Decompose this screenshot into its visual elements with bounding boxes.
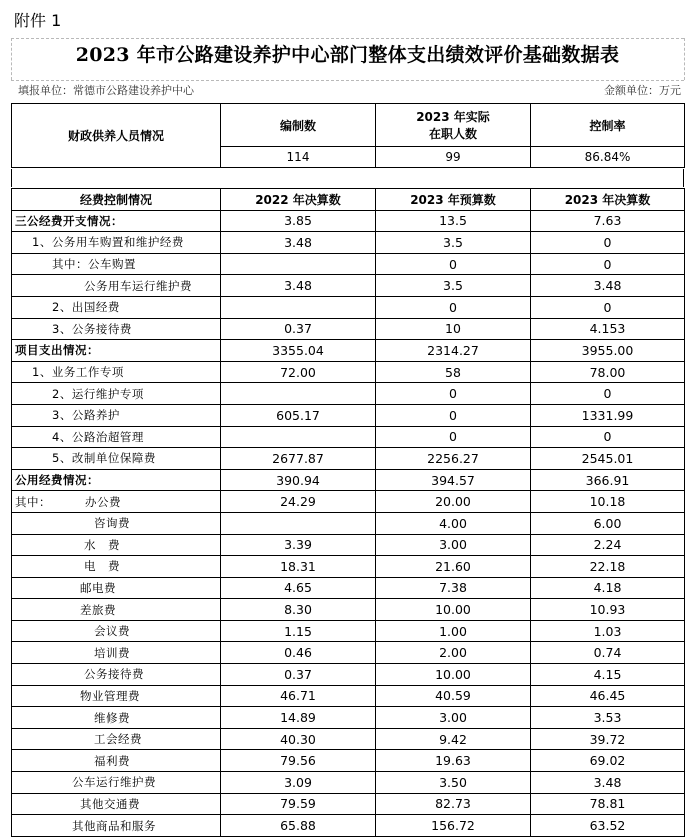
expense-row [12,232,685,254]
expense-row [12,793,685,815]
expense-cell-v2022: 390.94 [221,469,376,491]
expense-cell-final: 2545.01 [531,448,685,470]
expense-cell-v2022: 79.56 [221,750,376,772]
expense-row-label: 会议费 [12,620,221,642]
expense-cell-v2022: 3.48 [221,232,376,254]
expense-header-3: 2023 年决算数 [531,189,685,211]
expense-row [12,469,685,491]
expense-row [12,664,685,686]
expense-cell-budget: 394.57 [376,469,531,491]
expense-row [12,534,685,556]
expense-row-label: 公务用车运行维护费 [12,275,221,297]
expense-cell-budget: 1.00 [376,620,531,642]
expense-cell-final: 78.81 [531,793,685,815]
expense-row-label: 公务接待费 [12,664,221,686]
expense-cell-final: 3.48 [531,772,685,794]
expense-cell-v2022: 18.31 [221,556,376,578]
staff-col-actual [376,104,531,147]
expense-row-label: 2、运行维护专项 [12,383,221,405]
expense-cell-final: 63.52 [531,815,685,837]
expense-cell-final: 0 [531,383,685,405]
expense-cell-v2022 [221,253,376,275]
title-top-rule [11,38,684,39]
expense-cell-v2022: 14.89 [221,707,376,729]
staff-rate-value: 86.84% [531,147,685,168]
staff-col-actual-line1: 2023 年实际 [416,110,490,124]
expense-cell-budget: 20.00 [376,491,531,513]
expense-row-label: 邮电费 [12,577,221,599]
expense-cell-v2022: 0.37 [221,318,376,340]
expense-cell-final: 46.45 [531,685,685,707]
expense-cell-budget: 3.00 [376,534,531,556]
expense-cell-final: 3.48 [531,275,685,297]
expense-cell-final: 6.00 [531,512,685,534]
expense-cell-v2022: 2677.87 [221,448,376,470]
expense-cell-budget: 0 [376,383,531,405]
expense-cell-v2022: 65.88 [221,815,376,837]
expense-row [12,210,685,232]
annex-label: 附件 1 [14,11,62,30]
expense-cell-budget: 3.00 [376,707,531,729]
expense-cell-final: 10.93 [531,599,685,621]
expense-row-label: 项目支出情况： [12,340,221,362]
expense-cell-final: 0 [531,253,685,275]
expense-cell-budget: 9.42 [376,728,531,750]
title-right-rule [684,38,685,80]
staff-actual-value: 99 [376,147,531,168]
expense-cell-final: 10.18 [531,491,685,513]
expense-row-label: 培训费 [12,642,221,664]
expense-row [12,383,685,405]
expense-row-label: 公用经费情况： [12,469,221,491]
expense-cell-v2022: 72.00 [221,361,376,383]
expense-cell-v2022: 0.46 [221,642,376,664]
expense-cell-budget: 3.5 [376,232,531,254]
expense-cell-final: 78.00 [531,361,685,383]
expense-cell-v2022: 3355.04 [221,340,376,362]
expense-cell-v2022: 3.85 [221,210,376,232]
expense-row [12,556,685,578]
expense-cell-final: 0 [531,426,685,448]
page-title: 2023 年市公路建设养护中心部门整体支出绩效评价基础数据表 [75,44,620,66]
expense-row-label: 电 费 [12,556,221,578]
expense-cell-final: 3955.00 [531,340,685,362]
staff-label: 财政供养人员情况 [12,104,221,168]
expense-row [12,685,685,707]
expense-row [12,728,685,750]
expense-row-label: 咨询费 [12,512,221,534]
expense-row-label: 福利费 [12,750,221,772]
expense-row-label: 公车运行维护费 [12,772,221,794]
expense-cell-v2022: 79.59 [221,793,376,815]
expense-cell-budget: 0 [376,426,531,448]
expense-cell-budget: 21.60 [376,556,531,578]
staff-col-rate: 控制率 [531,104,685,147]
expense-row [12,750,685,772]
expense-cell-budget: 10.00 [376,664,531,686]
expense-cell-final: 39.72 [531,728,685,750]
expense-cell-v2022: 24.29 [221,491,376,513]
expense-cell-v2022: 46.71 [221,685,376,707]
expense-row-label: 其中：公车购置 [12,253,221,275]
expense-cell-budget: 7.38 [376,577,531,599]
expense-cell-v2022 [221,512,376,534]
staff-col-budgeted: 编制数 [221,104,376,147]
expense-cell-budget: 10.00 [376,599,531,621]
expense-row [12,512,685,534]
expense-cell-budget: 19.63 [376,750,531,772]
expense-cell-budget: 10 [376,318,531,340]
expense-cell-final: 3.53 [531,707,685,729]
expense-row [12,318,685,340]
expense-cell-v2022: 1.15 [221,620,376,642]
expense-cell-final: 0 [531,296,685,318]
expense-cell-final: 4.153 [531,318,685,340]
expense-cell-budget: 3.50 [376,772,531,794]
expense-cell-final: 366.91 [531,469,685,491]
expense-row-label [12,491,221,513]
expense-row [12,448,685,470]
expense-cell-v2022: 605.17 [221,404,376,426]
expense-cell-v2022: 3.48 [221,275,376,297]
expense-row [12,577,685,599]
expense-cell-budget: 58 [376,361,531,383]
expense-cell-v2022: 8.30 [221,599,376,621]
expense-cell-final: 4.18 [531,577,685,599]
expense-cell-final: 2.24 [531,534,685,556]
expense-cell-budget: 40.59 [376,685,531,707]
expense-cell-v2022: 4.65 [221,577,376,599]
expense-row-label: 5、改制单位保障费 [12,448,221,470]
expense-header-1: 2022 年决算数 [221,189,376,211]
expense-row [12,491,685,513]
expense-cell-v2022: 3.39 [221,534,376,556]
expense-header-0: 经费控制情况 [12,189,221,211]
expense-cell-budget: 2256.27 [376,448,531,470]
expense-cell-budget: 0 [376,296,531,318]
expense-cell-budget: 0 [376,404,531,426]
expense-row [12,772,685,794]
amount-unit: 金额单位：万元 [604,84,681,97]
expense-row-prefix: 其中： [15,494,51,509]
expense-row [12,275,685,297]
expense-cell-final: 0.74 [531,642,685,664]
expense-row-label: 3、公务接待费 [12,318,221,340]
expense-row [12,599,685,621]
expense-cell-v2022 [221,383,376,405]
expense-cell-budget: 0 [376,253,531,275]
expense-row [12,426,685,448]
expense-cell-final: 1.03 [531,620,685,642]
expense-row-label: 物业管理费 [12,685,221,707]
expense-cell-final: 69.02 [531,750,685,772]
expense-cell-budget: 2314.27 [376,340,531,362]
expense-row [12,815,685,837]
expense-cell-final: 22.18 [531,556,685,578]
staff-budgeted-value: 114 [221,147,376,168]
expense-row-label: 维修费 [12,707,221,729]
expense-row-label: 水 费 [12,534,221,556]
staff-table [11,103,685,168]
expense-row-label: 其他商品和服务 [12,815,221,837]
title-bottom-rule [11,80,684,81]
expense-header-2: 2023 年预算数 [376,189,531,211]
expense-row [12,340,685,362]
expense-cell-budget: 156.72 [376,815,531,837]
expense-cell-v2022: 40.30 [221,728,376,750]
expense-row-label: 3、公路养护 [12,404,221,426]
expense-row-label: 其他交通费 [12,793,221,815]
expense-row-label: 三公经费开支情况： [12,210,221,232]
expense-cell-budget: 82.73 [376,793,531,815]
expense-row [12,404,685,426]
expense-row [12,620,685,642]
expense-cell-final: 1331.99 [531,404,685,426]
expense-row-label: 1、公务用车购置和维护经费 [12,232,221,254]
expense-cell-v2022 [221,426,376,448]
expense-cell-budget: 3.5 [376,275,531,297]
filler-unit: 填报单位：常德市公路建设养护中心 [18,84,194,97]
expense-row [12,361,685,383]
expense-cell-final: 7.63 [531,210,685,232]
table-gap [11,169,684,187]
expense-cell-v2022: 0.37 [221,664,376,686]
expense-table [11,188,685,837]
expense-cell-budget: 13.5 [376,210,531,232]
expense-cell-final: 0 [531,232,685,254]
expense-row-sublabel: 办公费 [85,494,121,509]
expense-cell-final: 4.15 [531,664,685,686]
expense-row-label: 工会经费 [12,728,221,750]
expense-cell-budget: 2.00 [376,642,531,664]
expense-row [12,253,685,275]
expense-row [12,642,685,664]
expense-cell-budget: 4.00 [376,512,531,534]
expense-row-label: 4、公路治超管理 [12,426,221,448]
staff-col-actual-line2: 在职人数 [428,127,477,141]
expense-cell-v2022 [221,296,376,318]
expense-row-label: 差旅费 [12,599,221,621]
expense-row-label: 2、出国经费 [12,296,221,318]
expense-cell-v2022: 3.09 [221,772,376,794]
expense-row-label: 1、业务工作专项 [12,361,221,383]
expense-row [12,707,685,729]
expense-row [12,296,685,318]
